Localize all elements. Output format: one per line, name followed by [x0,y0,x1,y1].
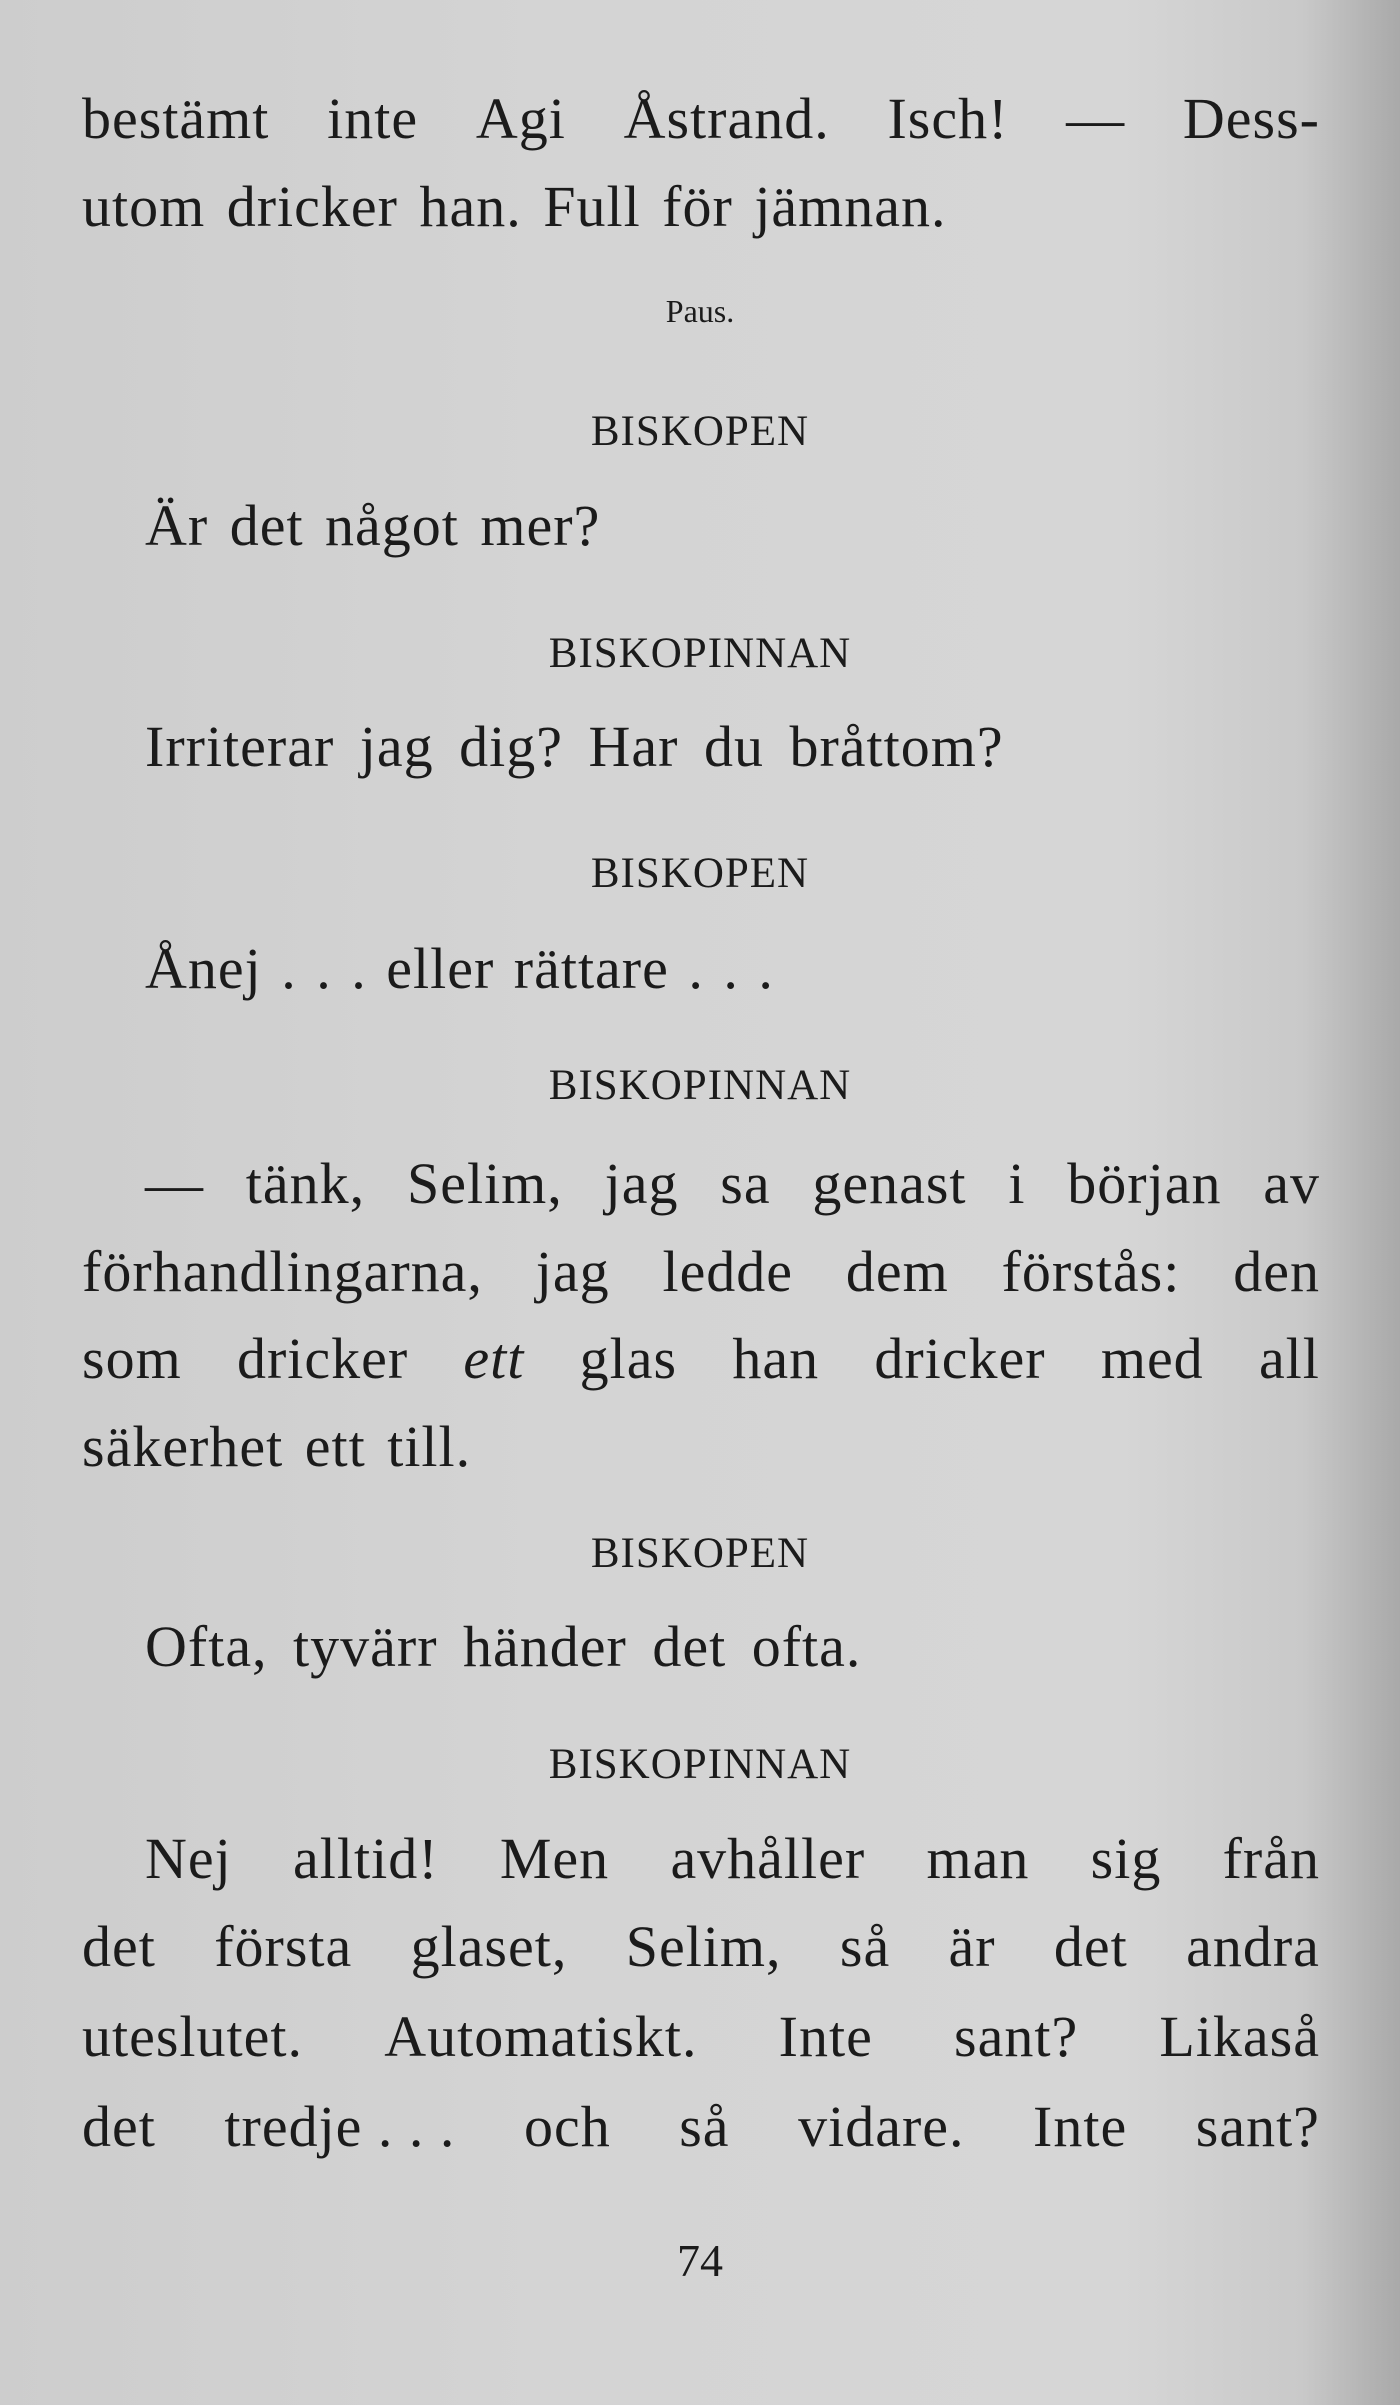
word: av [1263,1151,1320,1216]
word: uteslutet. [82,2004,304,2069]
word: början [1067,1151,1222,1216]
word: Agi [475,86,566,151]
word: Selim, [406,1151,563,1216]
word: ledde [662,1239,794,1304]
word: det [1053,1914,1128,1979]
word: sant? [954,2004,1079,2069]
word: sa [720,1151,771,1216]
text-line-paragraph [82,2004,1320,2069]
word: bestämt [82,86,270,151]
word: dricker [236,1326,409,1391]
speaker-name: BISKOPINNAN [548,1062,852,1109]
word: sig [1090,1826,1162,1891]
word: jag [535,1239,610,1304]
word: glas [579,1326,678,1391]
word: alltid! [293,1826,439,1891]
word: förhandlingarna, [82,1239,483,1304]
word: Nej [145,1826,232,1891]
word: inte [327,86,419,151]
text-line-dialogue: Ånej . . . eller rättare . . . [145,936,774,1001]
word: Selim, [625,1914,782,1979]
text-line-paragraph [145,1151,1320,1216]
page-number: 74 [677,2235,723,2286]
word: all [1258,1326,1320,1391]
word: förstås: [1001,1239,1181,1304]
text-line-1 [82,86,1320,151]
word: sant? [1195,2094,1320,2159]
text-line-dialogue: Ofta, tyvärr händer det ofta. [145,1614,862,1679]
speaker-name: BISKOPINNAN [548,1741,852,1788]
text-line-paragraph [82,2094,1320,2159]
text-line-paragraph [82,1326,1320,1391]
word: Dess- [1182,86,1320,151]
word: den [1233,1239,1320,1304]
word: andra [1186,1914,1320,1979]
text-line-dialogue: Irriterar jag dig? Har du bråttom? [145,714,1004,779]
word: Automatiskt. [384,2004,698,2069]
word: Åstrand. [623,86,830,151]
speaker-name: BISKOPEN [590,408,810,455]
text-line-2: utom dricker han. Full för jämnan. [82,174,947,239]
word: tänk, [245,1151,366,1216]
word: det [82,2094,156,2159]
text-line-dialogue: Är det något mer? [145,493,601,558]
word: och [523,2094,611,2159]
word: glaset, [410,1914,568,1979]
text-line-paragraph [82,1914,1320,1979]
word: som [82,1326,182,1391]
word: vidare. [798,2094,965,2159]
word: man [926,1826,1030,1891]
word: i [1008,1151,1026,1216]
italic-word: ett [463,1326,525,1391]
word: jag [604,1151,679,1216]
word: genast [812,1151,967,1216]
word: Likaså [1159,2004,1320,2069]
word: med [1100,1326,1204,1391]
speaker-name: BISKOPEN [590,850,810,897]
word: det [82,1914,156,1979]
word: — [1066,86,1126,151]
text-line-paragraph [145,1826,1320,1891]
word: Inte [1033,2094,1128,2159]
speaker-name: BISKOPEN [590,1530,810,1577]
speaker-name: BISKOPINNAN [548,630,852,677]
word: första [214,1914,353,1979]
word: så [839,1914,891,1979]
word: så [679,2094,730,2159]
word: är [948,1914,996,1979]
stage-direction: Paus. [665,293,735,329]
word: — [145,1151,204,1216]
word: han [732,1326,820,1391]
word: dricker [874,1326,1046,1391]
word: dem [845,1239,949,1304]
word: avhåller [670,1826,866,1891]
word: Men [499,1826,610,1891]
text-line-paragraph [82,1239,1320,1304]
word: tredje . . . [224,2094,456,2159]
word: Isch! [887,86,1009,151]
word: Inte [778,2004,873,2069]
text-line-paragraph: säkerhet ett till. [82,1414,472,1479]
word: från [1222,1826,1320,1891]
